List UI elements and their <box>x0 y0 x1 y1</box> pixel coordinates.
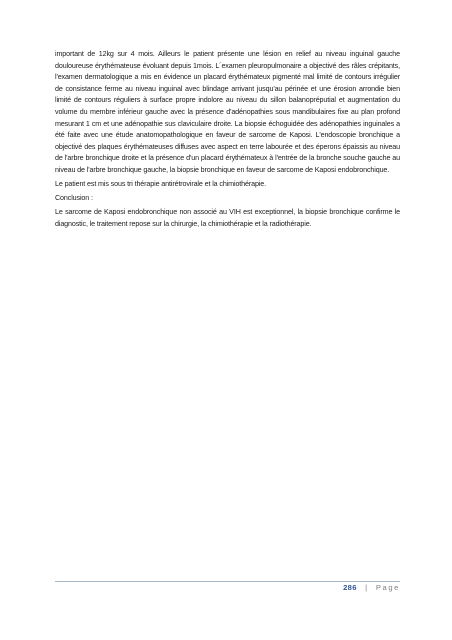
page-label: Page <box>375 583 400 592</box>
conclusion-heading: Conclusion : <box>55 194 93 203</box>
paragraph-case-description: important de 12kg sur 4 mois. Ailleurs le patient présente une lésion en relief au niveau inguinal gauche douloureuse érythémateuse évoluant depuis 1mois. L´examen pleuropulmonaire a objectivé des râles crépitants, l'examen dermatologique a mis en évidence un placard érythémateux pigmenté mal limité de contours irrégulier de consistance ferme au niveau inguinal avec blindage arrivant jusqu'au périnée et une érosion arrondie bien limité de contours réguliers à surface propre indolore au niveau du sillon balanopréputial et augmentation du volume du membre inférieur gauche avec la présence d'adénopathies sous mandibulaires fixe au plan profond mesurant 1 cm et une adénopathie sus claviculaire droite. La biopsie échoguidée des adénopathies inguinales a été faite avec une étude anatomopathologique en faveur de sarcome de Kaposi. L'endoscopie bronchique a objectivé des plaques érythémateuses diffuses avec aspect en terre labourée et des éperons épaissis au niveau de l'arbre bronchique droite et la présence d'un placard érythémateux à l'entrée de la bronche souche gauche au niveau de l'arbre bronchique gauche, la biopsie bronchique en faveur de sarcome de Kaposi endobronchique. <box>55 50 400 174</box>
body-text <box>55 49 400 235</box>
page-footer <box>343 583 400 593</box>
page-number: 286 <box>343 583 357 592</box>
paragraph-conclusion: Le sarcome de Kaposi endobronchique non associé au VIH est exceptionnel, la biopsie bronchique confirme le diagnostic, le traitement repose sur la chirurgie, la chimiothérapie et la radiothérapie. <box>55 208 400 228</box>
paragraph-treatment: Le patient est mis sous tri thérapie antirétrovirale et la chimiothérapie. <box>55 180 267 189</box>
footer-separator: | <box>365 583 368 592</box>
footer-divider <box>55 581 400 582</box>
